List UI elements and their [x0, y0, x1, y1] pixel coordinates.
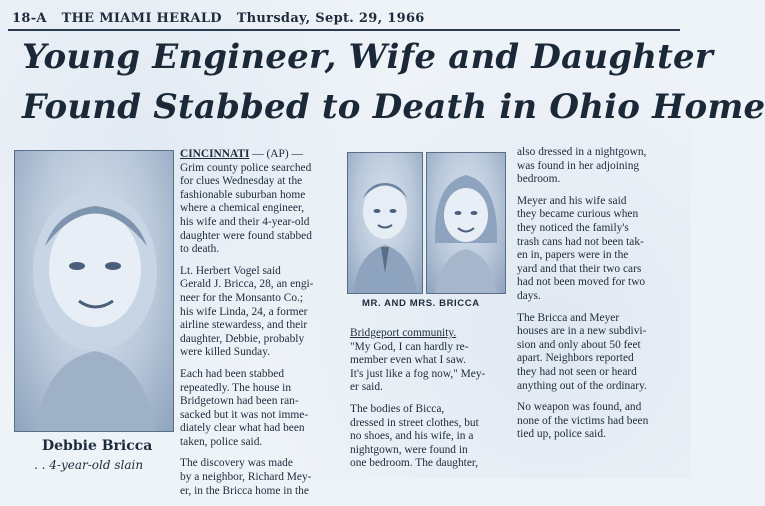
text-line: bedroom. — [517, 173, 561, 186]
paragraph-8 — [517, 195, 682, 304]
text-line: had not been moved for two — [517, 276, 646, 289]
dateline: CINCINNATI — [180, 148, 250, 160]
text-line: his wife Linda, 24, a former — [180, 305, 308, 318]
text-line: to death. — [180, 243, 220, 256]
couple-photo-caption: MR. AND MRS. BRICCA — [362, 298, 480, 309]
text-line: member even what I saw. — [350, 354, 466, 367]
paragraph-6 — [350, 403, 508, 471]
text-line: Bridgeport community. — [350, 327, 457, 339]
paragraph-7 — [517, 146, 682, 187]
text-line: houses are in a new subdivi- — [517, 325, 647, 338]
article-column-1 — [180, 148, 340, 506]
debbie-caption-subtitle: . . 4-year-old slain — [34, 458, 144, 472]
issue-date: Thursday, Sept. 29, 1966 — [236, 11, 425, 26]
text-line: yard and that their two cars — [517, 262, 642, 275]
text-line: was found in her adjoining — [517, 159, 640, 172]
paragraph-1 — [180, 148, 340, 257]
paragraph-10 — [517, 401, 682, 442]
text-line: days. — [517, 289, 541, 302]
text-line: his wife and their 4-year-old — [180, 215, 310, 228]
paragraph-2 — [180, 265, 340, 360]
text-line: trash cans had not been tak- — [517, 235, 644, 248]
text-line: by a neighbor, Richard Mey- — [180, 471, 312, 484]
text-line: The Bricca and Meyer — [517, 311, 620, 324]
text-line: daughter were found stabbed — [180, 229, 312, 242]
page-number: 18-A — [12, 11, 47, 26]
text-line: anything out of the ordinary. — [517, 379, 647, 392]
text-line: taken, police said. — [180, 435, 263, 448]
text-line: Each had been stabbed — [180, 367, 285, 380]
text-line: also dressed in a nightgown, — [517, 146, 647, 158]
text-line: sion and only about 50 feet — [517, 338, 641, 351]
text-line: tied up, police said. — [517, 428, 606, 441]
masthead — [12, 11, 680, 26]
text-line: en in, papers were in the — [517, 249, 629, 262]
headline-line-1: Young Engineer, Wife and Daughter — [22, 37, 713, 77]
dateline-agency: — (AP) — — [249, 148, 303, 160]
text-line: er, in the Bricca home in the — [180, 484, 309, 497]
text-line: Lt. Herbert Vogel said — [180, 264, 281, 277]
paragraph-3 — [180, 368, 340, 450]
masthead-rule — [8, 29, 680, 31]
text-line: none of the victims had been — [517, 414, 649, 427]
debbie-photo — [14, 150, 174, 432]
text-line: neer for the Monsanto Co.; — [180, 291, 304, 304]
text-line: they became curious when — [517, 208, 639, 221]
text-line: diately clear what had been — [180, 422, 305, 435]
text-line: Gerald J. Bricca, 28, an engi- — [180, 278, 314, 291]
text-line: It's just like a fog now," Mey- — [350, 367, 486, 380]
article-column-3 — [517, 146, 682, 450]
text-line: for clues Wednesday at the — [180, 175, 303, 188]
debbie-caption-name: Debbie Bricca — [42, 438, 153, 454]
text-line: er said. — [350, 381, 383, 394]
text-line: Grim county police searched — [180, 161, 312, 174]
text-line: nightgown, were found in — [350, 443, 468, 456]
paragraph-4 — [180, 457, 340, 498]
text-line: fashionable suburban home — [180, 188, 306, 201]
paragraph-5 — [350, 327, 508, 395]
text-line: repeatedly. The house in — [180, 381, 292, 394]
headline-line-2: Found Stabbed to Death in Ohio Home — [22, 87, 765, 127]
text-line: airline stewardess, and their — [180, 319, 308, 332]
text-line: no shoes, and his wife, in a — [350, 430, 474, 443]
text-line: The discovery was made — [180, 457, 293, 470]
text-line: they had not seen or heard — [517, 365, 637, 378]
text-line: Bridgetown had been ran- — [180, 395, 299, 408]
text-line: daughter, Debbie, probably — [180, 332, 305, 345]
text-line: "My God, I can hardly re- — [350, 340, 469, 353]
text-line: dressed in street clothes, but — [350, 416, 479, 429]
text-line: one bedroom. The daughter, — [350, 457, 479, 470]
text-line: No weapon was found, and — [517, 401, 642, 414]
text-line: apart. Neighbors reported — [517, 352, 634, 365]
debbie-portrait-icon — [15, 151, 173, 431]
mr-bricca-portrait-icon — [348, 153, 422, 293]
text-line: were killed Sunday. — [180, 346, 271, 359]
dateline-line — [180, 148, 340, 162]
text-line: The bodies of Bicca, — [350, 402, 445, 415]
text-line: Meyer and his wife said — [517, 194, 627, 207]
mrs-bricca-portrait-icon — [427, 153, 505, 293]
newspaper-name: THE MIAMI HERALD — [61, 11, 222, 26]
text-line: sacked but it was not imme- — [180, 408, 309, 421]
text-line: they noticed the family's — [517, 221, 629, 234]
text-line: where a chemical engineer, — [180, 202, 305, 215]
mr-bricca-photo — [347, 152, 423, 294]
mrs-bricca-photo — [426, 152, 506, 294]
paragraph-9 — [517, 312, 682, 394]
article-column-2 — [350, 327, 508, 479]
